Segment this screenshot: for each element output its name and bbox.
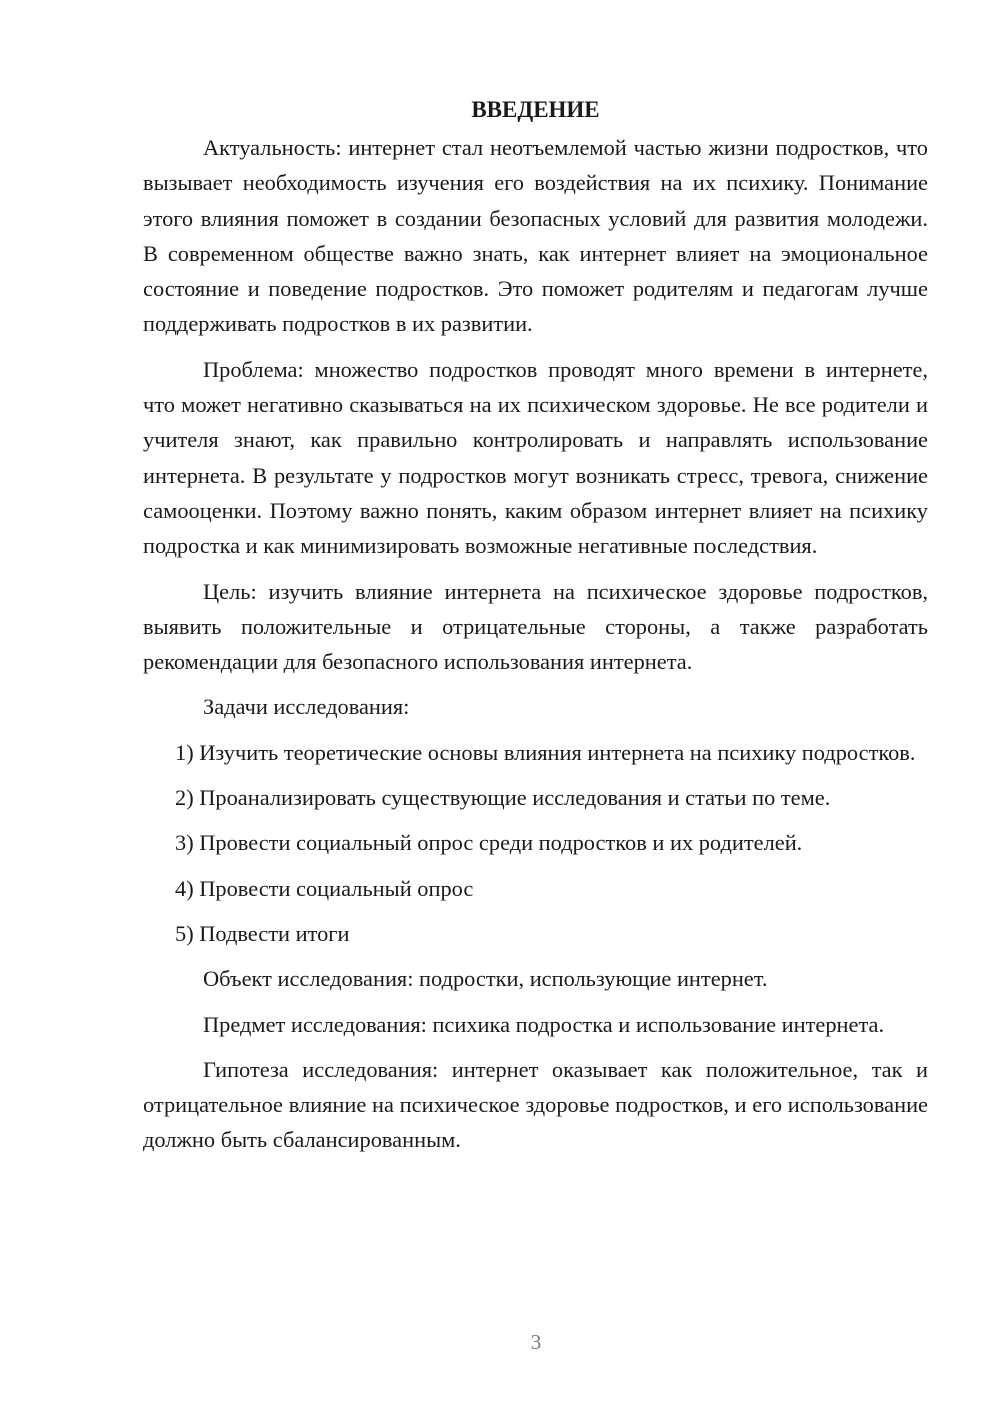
task-item: 4) Провести социальный опрос [175, 875, 474, 901]
goal-paragraph: Цель: изучить влияние интернета на психическое здоровье подростков, выявить положительные и отрицательные стороны, а также разработать рекомендации для безопасного использования интернета. [143, 578, 928, 675]
task-item: 2) Проанализировать существующие исследования и статьи по теме. [175, 785, 831, 811]
task-item: 5) Подвести итоги [175, 920, 350, 946]
hypothesis-paragraph: Гипотеза исследования: интернет оказывает как положительное, так и отрицательное влияние на психическое здоровье подростков, и его использование должно быть сбалансированным. [143, 1056, 928, 1153]
page-content [143, 92, 928, 1168]
subject-paragraph: Предмет исследования: психика подростка и использование интернета. [203, 1011, 885, 1037]
task-item: 1) Изучить теоретические основы влияния интернета на психику подростков. [175, 739, 916, 765]
task-item: 3) Провести социальный опрос среди подростков и их родителей. [175, 830, 803, 856]
relevance-paragraph: Актуальность: интернет стал неотъемлемой частью жизни подростков, что вызывает необходимость изучения его воздействия на их психику. Понимание этого влияния поможет в создании безопасных условий для развития молодежи. В современном обществе важно знать, как интернет влияет на эмоциональное состояние и поведение подростков. Это поможет родителям и педагогам лучше поддерживать подростков в их развитии. [143, 135, 928, 337]
section-heading: ВВЕДЕНИЕ [471, 97, 600, 122]
object-paragraph: Объект исследования: подростки, использующие интернет. [203, 966, 768, 992]
tasks-heading: Задачи исследования: [203, 694, 410, 720]
page-number: 3 [530, 1330, 542, 1354]
problem-paragraph: Проблема: множество подростков проводят много времени в интернете, что может негативно сказываться на их психическом здоровье. Не все родители и учителя знают, как правильно контролировать и направлять использование интернета. В результате у подростков могут возникать стресс, тревога, снижение самооценки. Поэтому важно понять, каким образом интернет влияет на психику подростка и как минимизировать возможные негативные последствия. [143, 356, 928, 559]
